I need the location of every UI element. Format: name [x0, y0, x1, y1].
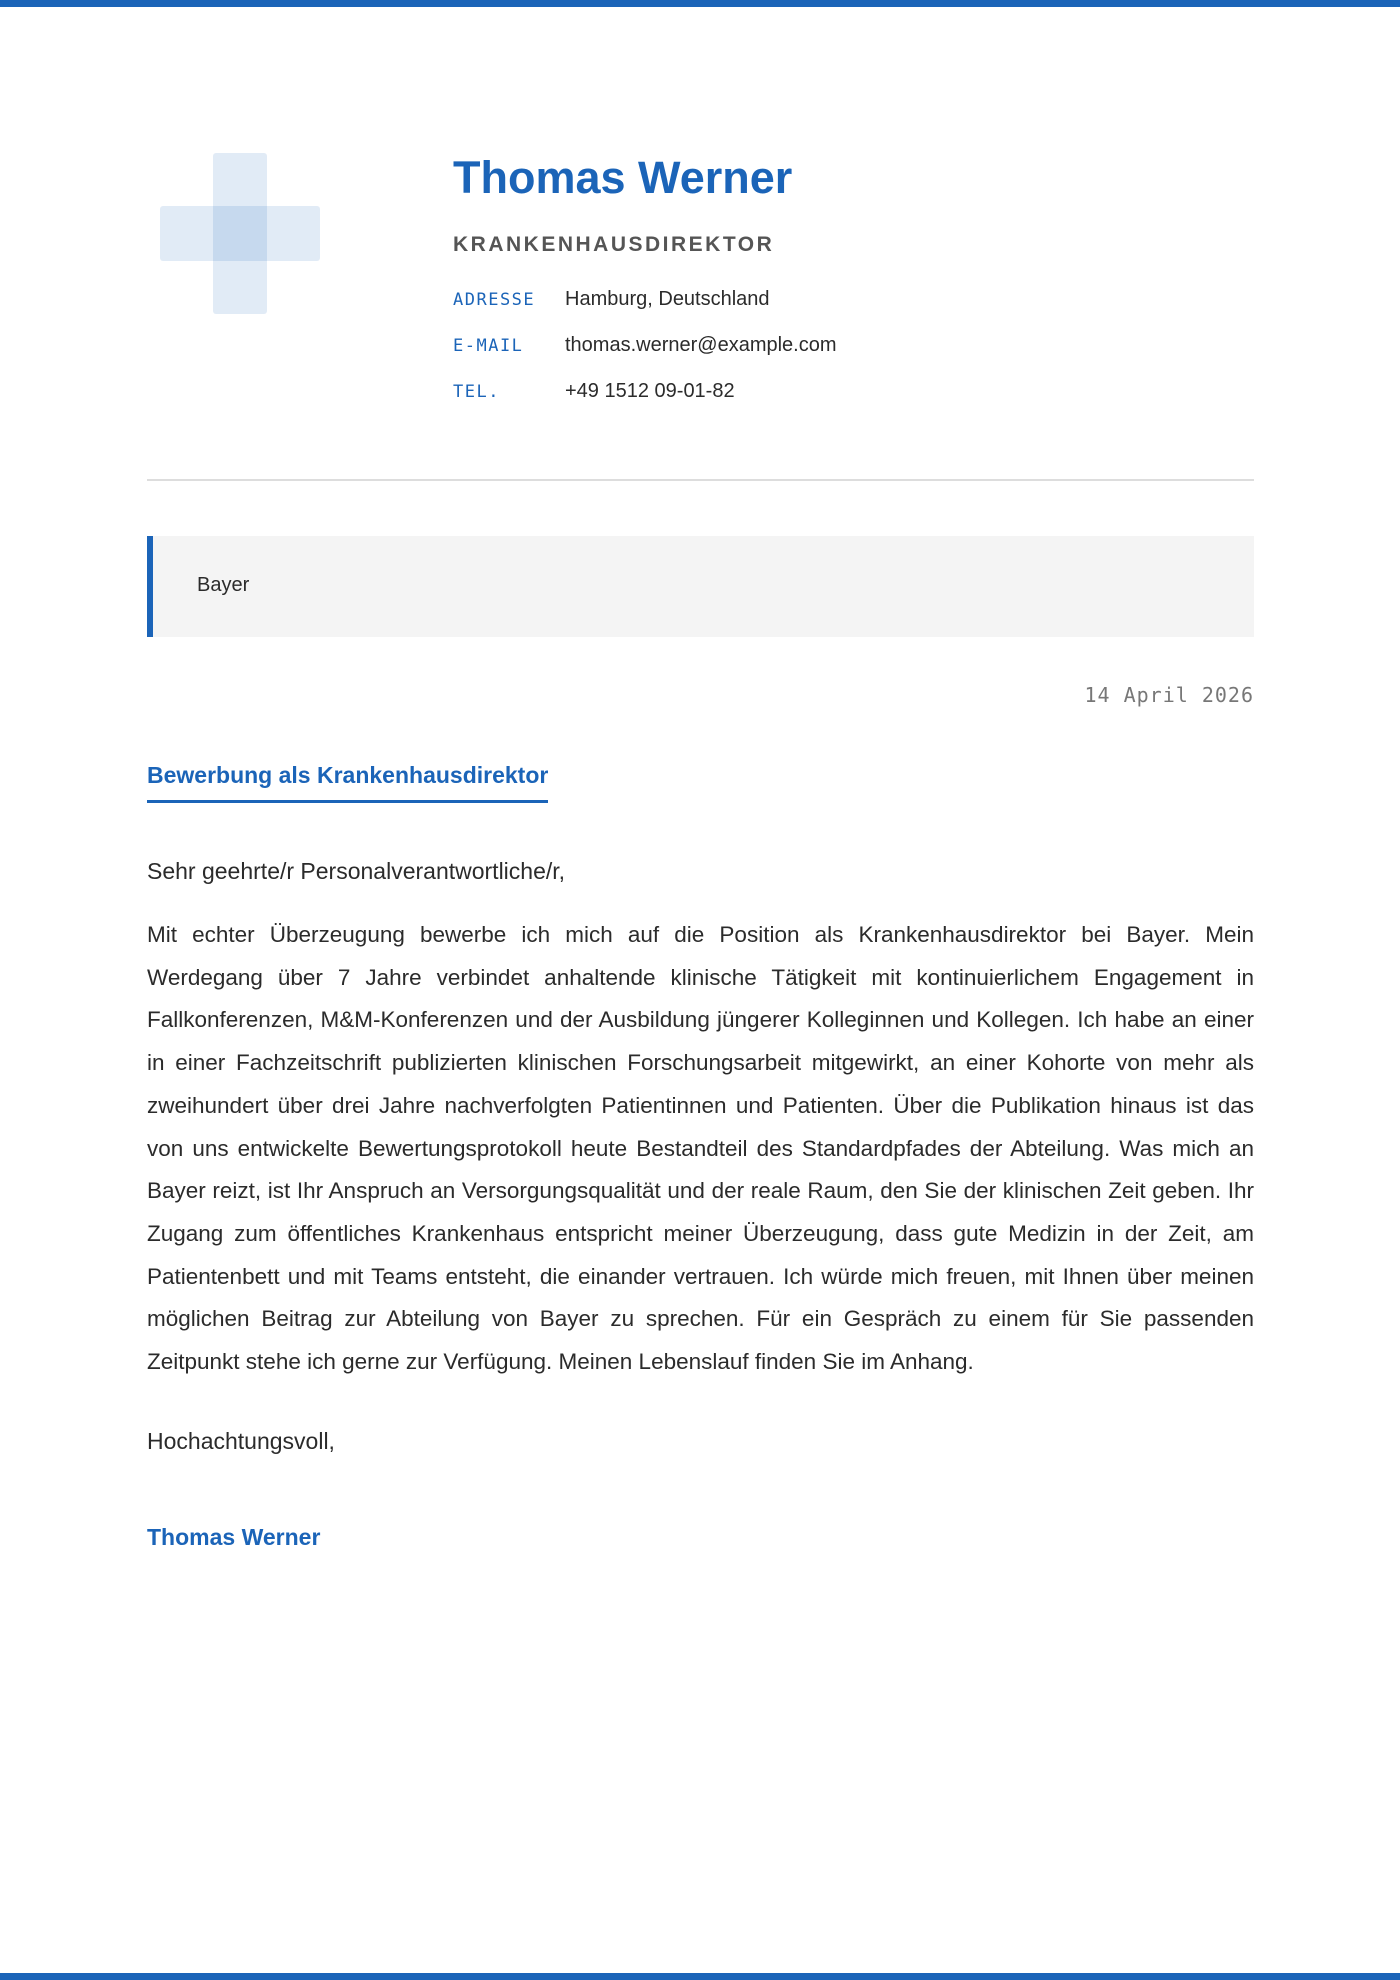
contact-row-email [453, 334, 837, 380]
bottom-accent-bar [0, 1973, 1400, 1980]
contact-label-address: ADRESSE [453, 290, 536, 310]
letter-content [147, 852, 1254, 1552]
signature: Thomas Werner [147, 1523, 321, 1550]
contact-label-email: E-MAIL [453, 336, 524, 356]
recipient-box [147, 536, 1254, 637]
sender-name: Thomas Werner [453, 152, 793, 203]
cross-horizontal-arm [160, 206, 320, 261]
salutation: Sehr geehrte/r Personalverantwortliche/r, [147, 858, 566, 884]
contact-value-address: Hamburg, Deutschland [565, 288, 770, 310]
top-accent-bar [0, 0, 1400, 7]
header-divider [147, 479, 1254, 481]
medical-cross-icon [160, 153, 320, 314]
letter-subject: Bewerbung als Krankenhausdirektor [147, 760, 548, 803]
closing: Hochachtungsvoll, [147, 1427, 335, 1454]
contact-value-email: thomas.werner@example.com [565, 334, 837, 356]
contact-block [453, 288, 837, 426]
letter-header [453, 150, 837, 426]
sender-role: KRANKENHAUSDIREKTOR [453, 233, 775, 256]
recipient-name: Bayer [197, 574, 250, 596]
contact-label-phone: TEL. [453, 382, 500, 402]
contact-row-phone [453, 380, 837, 426]
letter-date: 14 April 2026 [1084, 683, 1254, 707]
contact-value-phone: +49 1512 09-01-82 [565, 380, 735, 402]
letter-body: Mit echter Überzeugung bewerbe ich mich auf die Position als Krankenhausdirektor bei Bayer. Mein Werdegang über 7 Jahre verbindet anhaltende klinische Tätigkeit mit kontinuierlichem Engagement in Fallkonferenzen, M&M-Konferenzen und der Ausbildung jüngerer Kolleginnen und Kollegen. Ich habe an einer in einer Fachzeitschrift publizierten klinischen Forschungsarbeit mitgewirkt, an einer Kohorte von mehr als zweihundert über drei Jahre nachverfolgten Patientinnen und Patienten. Über die Publikation hinaus ist das von uns entwickelte Bewertungsprotokoll heute Bestandteil des Standardpfades der Abteilung. Was mich an Bayer reizt, ist Ihr Anspruch an Versorgungsqualität und der reale Raum, den Sie der klinischen Zeit geben. Ihr Zugang zum öffentliches Krankenhaus entspricht meiner Überzeugung, dass gute Medizin in der Zeit, am Patientenbett und mit Teams entsteht, die einander vertrauen. Ich würde mich freuen, mit Ihnen über meinen möglichen Beitrag zur Abteilung von Bayer zu sprechen. Für ein Gespräch zu einem für Sie passenden Zeitpunkt stehe ich gerne zur Verfügung. Meinen Lebenslauf finden Sie im Anhang. [147, 922, 1254, 1375]
contact-row-address [453, 288, 837, 334]
